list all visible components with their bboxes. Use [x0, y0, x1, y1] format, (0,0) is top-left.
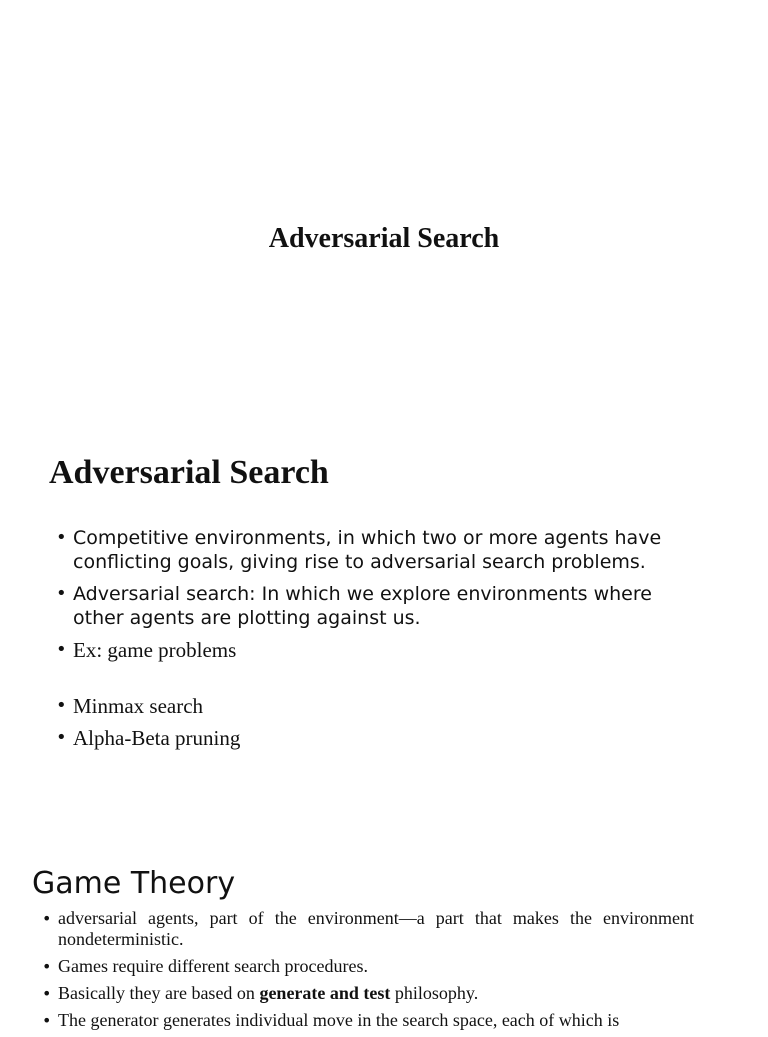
- bullet-icon: •: [56, 695, 67, 716]
- bullet-list: [42, 908, 694, 1037]
- list-item-text: The generator generates individual move in the search space, each of which is: [58, 1010, 620, 1030]
- bullet-icon: •: [42, 984, 52, 1003]
- list-item-text: Minmax search: [73, 694, 204, 718]
- list-item: [42, 956, 694, 977]
- slide-title: Game Theory: [32, 866, 236, 901]
- list-item-text: Competitive environments, in which two or more agents have conflicting goals, giving rise to adversarial search problems.: [73, 527, 662, 573]
- slide-title: Adversarial Search: [49, 454, 329, 491]
- list-item-text-after: philosophy.: [390, 983, 479, 1003]
- emphasis-text: generate and test: [259, 983, 391, 1003]
- bullet-icon: •: [56, 639, 67, 660]
- bullet-icon: •: [56, 527, 67, 548]
- bullet-list: [56, 526, 706, 758]
- list-item-text-before: Basically they are based on: [58, 983, 260, 1003]
- list-item-text: adversarial agents, part of the environment—a part that makes the environment nondeterministic.: [58, 908, 694, 949]
- bullet-icon: •: [42, 1011, 52, 1030]
- list-item-text: Adversarial search: In which we explore environments where other agents are plotting against us.: [73, 583, 652, 629]
- title-slide: [0, 0, 768, 420]
- list-item: [56, 526, 706, 574]
- bullet-icon: •: [42, 909, 52, 928]
- list-item-text: Games require different search procedures.: [58, 956, 369, 976]
- slide-title: Adversarial Search: [268, 223, 500, 254]
- adversarial-search-slide: [0, 420, 768, 840]
- list-item: [42, 1010, 694, 1031]
- list-item: [42, 983, 694, 1004]
- bullet-icon: •: [56, 583, 67, 604]
- game-theory-slide: [0, 855, 768, 1030]
- bullet-icon: •: [56, 727, 67, 748]
- list-item: [56, 726, 706, 750]
- list-item: [56, 638, 706, 662]
- bullet-icon: •: [42, 957, 52, 976]
- list-item: [56, 582, 706, 630]
- list-item-text: Alpha-Beta pruning: [73, 726, 241, 750]
- list-item: [42, 908, 694, 950]
- list-item-text: Ex: game problems: [73, 638, 237, 662]
- list-item: [56, 694, 706, 718]
